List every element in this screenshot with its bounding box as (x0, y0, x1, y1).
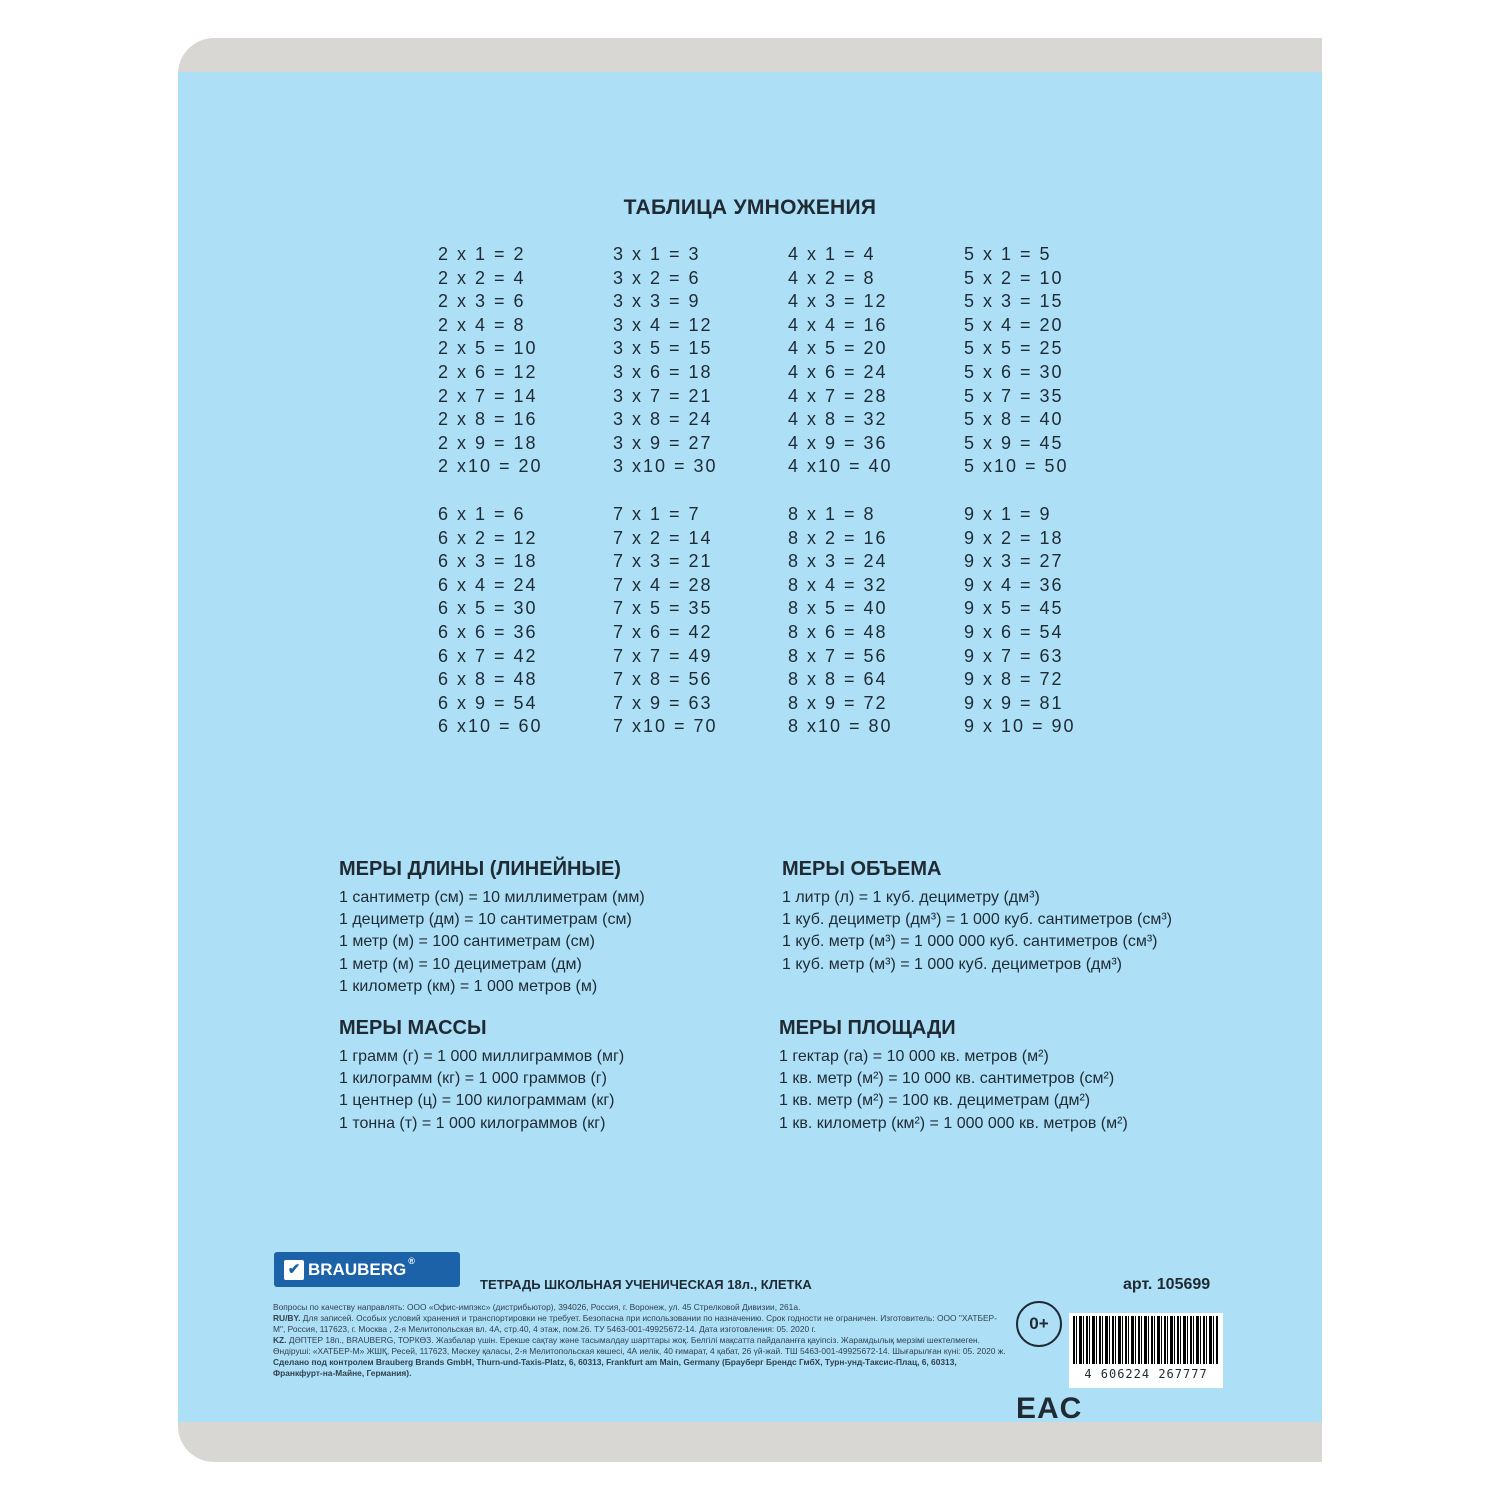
equation: 9 x 6 = 54 (964, 621, 1064, 642)
equation: 6 x 2 = 12 (438, 527, 538, 548)
equation: 7 x 5 = 35 (613, 598, 713, 619)
equation: 9 x 1 = 9 (964, 504, 1052, 524)
measure-item: 1 грамм (г) = 1 000 миллиграммов (мг) (339, 1048, 625, 1065)
equation: 8 x 4 = 32 (788, 574, 888, 595)
equation: 9 x 8 = 72 (964, 669, 1064, 690)
equation: 8 x 2 = 16 (788, 527, 888, 548)
equation: 2 x 7 = 14 (438, 385, 538, 406)
equation: 4 x 4 = 16 (788, 314, 888, 335)
equation: 4 x 1 = 4 (788, 244, 876, 264)
equation: 3 x 7 = 21 (613, 385, 713, 406)
equation: 6 x 1 = 6 (438, 504, 526, 524)
equation: 2 x 9 = 18 (438, 432, 538, 453)
equation: 7 x10 = 70 (613, 716, 718, 737)
equation: 3 x 6 = 18 (613, 361, 713, 382)
equation: 8 x 8 = 64 (788, 669, 888, 690)
equation: 9 x 10 = 90 (964, 716, 1076, 737)
measure-item: 1 километр (км) = 1 000 метров (м) (339, 977, 598, 995)
legal-body: Для записей. Особых условий хранения и транспортировки не требует. Безопасна при использовании по назначению. Срок годности не ограничен. Изготовитель: ООО "ХАТБЕР-М", Россия, 117623, г. Москва , 2-я Мелитопольская вл. 4А, стр.40, 4 этаж, пом.26. ТУ 5463-001-49925672-14. Дата изготовления: 05. 2020 г. (273, 1313, 997, 1334)
equation: 3 x 4 = 12 (613, 314, 713, 335)
equation: 5 x 8 = 40 (964, 409, 1064, 430)
equation: 9 x 9 = 81 (964, 692, 1064, 713)
age-rating-badge: 0+ (1016, 1301, 1062, 1347)
equation: 2 x 2 = 4 (438, 267, 526, 288)
barcode-number: 4 606224 267777 (1084, 1367, 1208, 1381)
legal-line (273, 1335, 1008, 1357)
measure-item: 1 куб. метр (м³) = 1 000 куб. дециметров (дм³) (782, 955, 1123, 973)
equation: 4 x 9 = 36 (788, 432, 888, 453)
equation: 4 x 2 = 8 (788, 267, 876, 288)
equation: 5 x 7 = 35 (964, 385, 1064, 406)
equation: 9 x 5 = 45 (964, 598, 1064, 619)
measure-item: 1 кв. метр (м²) = 10 000 кв. сантиметров (см²) (779, 1070, 1115, 1088)
equation: 9 x 4 = 36 (964, 574, 1064, 595)
equation: 6 x 7 = 42 (438, 645, 538, 666)
equation: 7 x 6 = 42 (613, 621, 713, 642)
equation: 8 x 5 = 40 (788, 598, 888, 619)
measure-item: 1 кв. километр (км²) = 1 000 000 кв. метров (м²) (779, 1114, 1128, 1132)
section-title: МЕРЫ ОБЪЕМА (782, 858, 942, 880)
times-table-5 (964, 243, 1104, 479)
legal-body: ДӘПТЕР 18п., BRAUBERG, ТОРКӨЗ. Жазбалар үшін. Ерекше сақтау және тасымалдау шарттары жоқ. Белгілі мақсатта пайдаланғға қауіпсіз. Жарамдылық мерзімі шектелмеген. Өндіруші: «ХАТБЕР-М» ЖШҚ, Ресей, 117623, Мәскеу қаласы, 2-я Мелитопольская көшесі, 4А иелік, 40 ғимарат, 4 қабат, 26 үй-жай. ТШ 5463-001-49925672-14. Шығарылған күні: 05. 2020 ж. (273, 1335, 1006, 1356)
equation: 6 x 6 = 36 (438, 621, 538, 642)
equation: 7 x 4 = 28 (613, 574, 713, 595)
equation: 3 x 9 = 27 (613, 432, 713, 453)
times-table-6 (438, 503, 578, 739)
measure-item: 1 килограмм (кг) = 1 000 граммов (г) (339, 1070, 607, 1088)
equation: 5 x 9 = 45 (964, 432, 1064, 453)
equation: 2 x 8 = 16 (438, 409, 538, 430)
equation: 3 x 3 = 9 (613, 291, 701, 312)
equation: 9 x 2 = 18 (964, 527, 1064, 548)
legal-line (273, 1313, 1008, 1335)
legal-label: RU/BY. (273, 1313, 301, 1323)
equation: 2 x10 = 20 (438, 456, 543, 477)
equation: 9 x 7 = 63 (964, 645, 1064, 666)
equation: 6 x 5 = 30 (438, 598, 538, 619)
equation: 3 x 5 = 15 (613, 338, 713, 359)
equation: 8 x10 = 80 (788, 716, 893, 737)
equation: 5 x 6 = 30 (964, 361, 1064, 382)
volume-measures (782, 858, 1172, 976)
registered-mark: ® (408, 1256, 415, 1266)
length-measures (339, 858, 645, 998)
equation: 8 x 9 = 72 (788, 692, 888, 713)
equation: 7 x 9 = 63 (613, 692, 713, 713)
equation: 6 x 3 = 18 (438, 551, 538, 572)
measure-item: 1 метр (м) = 10 дециметрам (дм) (339, 955, 582, 973)
equation: 7 x 3 = 21 (613, 551, 713, 572)
section-title: МЕРЫ МАССЫ (339, 1017, 487, 1039)
equation: 4 x 5 = 20 (788, 338, 888, 359)
equation: 2 x 5 = 10 (438, 338, 538, 359)
equation: 3 x 1 = 3 (613, 244, 701, 264)
equation: 2 x 3 = 6 (438, 291, 526, 312)
equation: 5 x10 = 50 (964, 456, 1069, 477)
equation: 6 x 8 = 48 (438, 669, 538, 690)
equation: 8 x 7 = 56 (788, 645, 888, 666)
times-table-2 (438, 243, 578, 479)
equation: 4 x 6 = 24 (788, 361, 888, 382)
mass-measures (339, 1017, 624, 1135)
equation: 5 x 4 = 20 (964, 314, 1064, 335)
equation: 9 x 3 = 27 (964, 551, 1064, 572)
measure-item: 1 тонна (т) = 1 000 килограммов (кг) (339, 1114, 606, 1132)
barcode-bars (1073, 1316, 1219, 1364)
equation: 3 x 8 = 24 (613, 409, 713, 430)
measure-item: 1 литр (л) = 1 куб. дециметру (дм³) (782, 889, 1040, 906)
product-name: ТЕТРАДЬ ШКОЛЬНАЯ УЧЕНИЧЕСКАЯ 18л., КЛЕТКА (480, 1277, 812, 1292)
equation: 4 x 8 = 32 (788, 409, 888, 430)
equation: 6 x 4 = 24 (438, 574, 538, 595)
equation: 5 x 2 = 10 (964, 267, 1064, 288)
times-table-7 (613, 503, 753, 739)
article-number: арт. 105699 (1123, 1276, 1211, 1293)
equation: 5 x 3 = 15 (964, 291, 1064, 312)
equation: 7 x 8 = 56 (613, 669, 713, 690)
times-table-3 (613, 243, 753, 479)
equation: 5 x 5 = 25 (964, 338, 1064, 359)
equation: 3 x 2 = 6 (613, 267, 701, 288)
equation: 2 x 6 = 12 (438, 361, 538, 382)
times-table-9 (964, 503, 1104, 739)
legal-line: Вопросы по качеству направлять: ООО «Офис-импэкс» (дистрибьютор), 394026, Россия, г. Воронеж, ул. 45 Стрелковой Дивизии, 261а. (273, 1302, 801, 1312)
legal-label: KZ. (273, 1335, 287, 1345)
equation: 4 x 3 = 12 (788, 291, 888, 312)
checkmark-icon: ✔ (284, 1260, 304, 1280)
equation: 2 x 4 = 8 (438, 314, 526, 335)
section-title: МЕРЫ ДЛИНЫ (ЛИНЕЙНЫЕ) (339, 858, 621, 880)
measure-item: 1 метр (м) = 100 сантиметрам (см) (339, 933, 596, 951)
equation: 8 x 6 = 48 (788, 621, 888, 642)
brauberg-logo (274, 1252, 460, 1287)
measure-item: 1 центнер (ц) = 100 килограммам (кг) (339, 1092, 615, 1110)
page-title: ТАБЛИЦА УМНОЖЕНИЯ (623, 196, 877, 219)
measure-item: 1 куб. метр (м³) = 1 000 000 куб. сантиметров (см³) (782, 933, 1158, 951)
equation: 8 x 3 = 24 (788, 551, 888, 572)
measure-item: 1 дециметр (дм) = 10 сантиметрам (см) (339, 911, 632, 929)
equation: 7 x 1 = 7 (613, 504, 701, 524)
times-table-4 (788, 243, 928, 479)
equation: 2 x 1 = 2 (438, 244, 526, 264)
legal-text (273, 1302, 1008, 1379)
times-table-8 (788, 503, 928, 739)
measure-item: 1 сантиметр (см) = 10 миллиметрам (мм) (339, 889, 645, 906)
section-title: МЕРЫ ПЛОЩАДИ (779, 1017, 956, 1039)
equation: 6 x10 = 60 (438, 716, 543, 737)
measure-item: 1 кв. метр (м²) = 100 кв. дециметрам (дм²) (779, 1092, 1091, 1110)
area-measures (779, 1017, 1128, 1135)
brand-name: BRAUBERG (308, 1259, 407, 1279)
notebook-cover (178, 72, 1322, 1425)
equation: 5 x 1 = 5 (964, 244, 1052, 264)
equation: 7 x 7 = 49 (613, 645, 713, 666)
legal-line: Сделано под контролем Brauberg Brands GmbH, Thurn-und-Taxis-Platz, 6, 60313, Frankfurt am Main, Germany (Браубepг Брендс ГмбХ, Турн-унд-Таксис-Плац, 6, 60313, Франкфурт-на-Майне, Германия). (273, 1357, 957, 1378)
equation: 3 x10 = 30 (613, 456, 718, 477)
equation: 4 x 7 = 28 (788, 385, 888, 406)
equation: 7 x 2 = 14 (613, 527, 713, 548)
measure-item: 1 гектар (га) = 10 000 кв. метров (м²) (779, 1048, 1049, 1065)
equation: 6 x 9 = 54 (438, 692, 538, 713)
eac-mark-icon: EAC (1016, 1392, 1083, 1425)
equation: 4 x10 = 40 (788, 456, 893, 477)
barcode (1069, 1313, 1223, 1388)
equation: 8 x 1 = 8 (788, 504, 876, 524)
measure-item: 1 куб. дециметр (дм³) = 1 000 куб. сантиметров (см³) (782, 911, 1173, 929)
